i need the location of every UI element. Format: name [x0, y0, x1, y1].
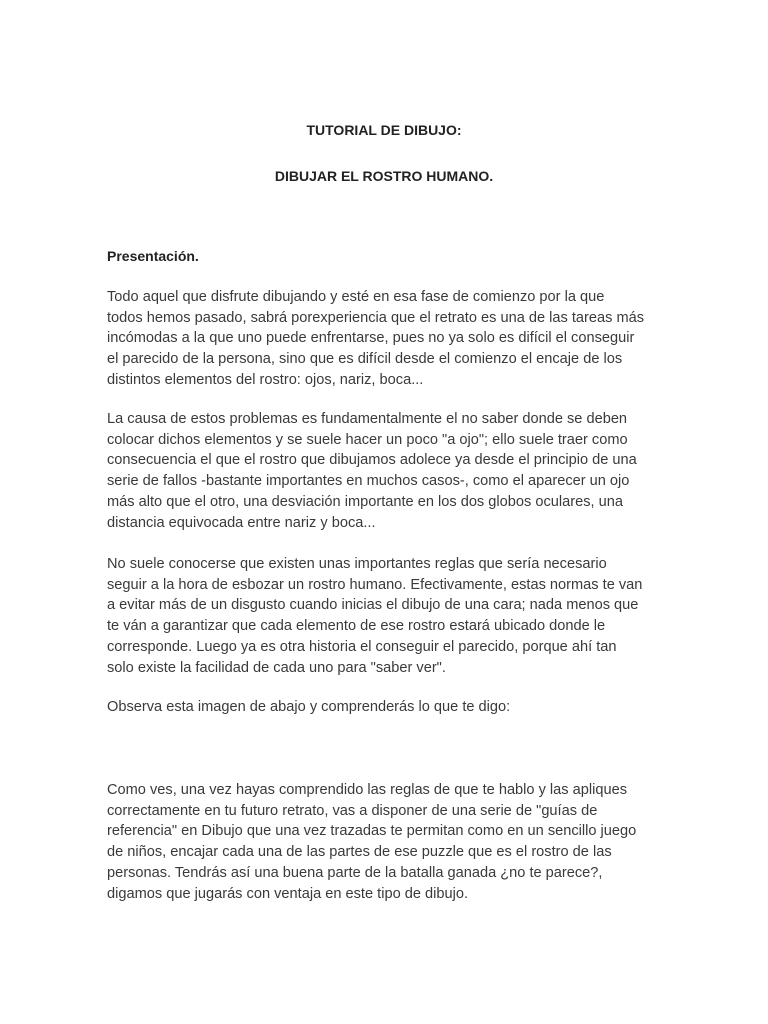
- paragraph-line: personas. Tendrás así una buena parte de la batalla ganada ¿no te parece?,: [107, 864, 603, 881]
- paragraph-line: referencia" en Dibujo que una vez trazadas te permitan como en un sencillo juego: [107, 823, 637, 840]
- paragraph-line: No suele conocerse que existen unas importantes reglas que sería necesario: [107, 556, 607, 572]
- paragraph-line: Como ves, una vez hayas comprendido las reglas de que te hablo y las apliques: [107, 782, 628, 798]
- paragraph-line: el parecido de la persona, sino que es difícil desde el comienzo el encaje de los: [107, 351, 623, 368]
- document-title: TUTORIAL DE DIBUJO:: [306, 122, 462, 138]
- paragraph-line: seguir a la hora de esbozar un rostro humano. Efectivamente, estas normas te van: [107, 576, 643, 593]
- paragraph-4: [107, 697, 667, 718]
- paragraph-1: [107, 287, 667, 391]
- paragraph-2: [107, 409, 667, 533]
- paragraph-5: [107, 780, 667, 904]
- paragraph-line: Todo aquel que disfrute dibujando y esté en esa fase de comienzo por la que: [107, 289, 605, 305]
- paragraph-line: más alto que el otro, una desviación importante en los dos globos oculares, una: [107, 493, 623, 510]
- paragraph-line: serie de fallos -bastante importantes en muchos casos-, como el aparecer un ojo: [107, 473, 630, 490]
- paragraph-line: corresponde. Luego ya es otra historia el conseguir el parecido, porque ahí tan: [107, 638, 617, 655]
- paragraph-line: todos hemos pasado, sabrá porexperiencia que el retrato es una de las tareas más: [107, 309, 645, 326]
- paragraph-line: distancia equivocada entre nariz y boca...: [107, 514, 376, 531]
- paragraph-line: incómodas a la que uno puede enfrentarse, pues no ya solo es difícil el conseguir: [107, 330, 635, 347]
- paragraph-line: a evitar más de un disgusto cuando inicias el dibujo de una cara; nada menos que: [107, 597, 639, 614]
- paragraph-line: te ván a garantizar que cada elemento de ese rostro estará ubicado donde le: [107, 618, 606, 635]
- paragraph-line: colocar dichos elementos y se suele hacer un poco "a ojo"; ello suele traer como: [107, 431, 628, 448]
- paragraph-line: Observa esta imagen de abajo y comprenderás lo que te digo:: [107, 699, 511, 715]
- paragraph-line: La causa de estos problemas es fundamentalmente el no saber donde se deben: [107, 411, 628, 427]
- document-subtitle: DIBUJAR EL ROSTRO HUMANO.: [274, 168, 494, 184]
- paragraph-3: [107, 554, 667, 678]
- paragraph-line: consecuencia el que el rostro que dibujamos adolece ya desde el principio de una: [107, 452, 637, 469]
- paragraph-line: distintos elementos del rostro: ojos, nariz, boca...: [107, 371, 424, 388]
- paragraph-line: solo existe la facilidad de cada uno para "saber ver".: [107, 659, 446, 676]
- section-heading: Presentación.: [107, 248, 199, 264]
- paragraph-line: de niños, encajar cada una de las partes de ese puzzle que es el rostro de las: [107, 844, 612, 861]
- paragraph-line: digamos que jugarás con ventaja en este tipo de dibujo.: [107, 885, 469, 902]
- paragraph-line: correctamente en tu futuro retrato, vas a disponer de una serie de "guías de: [107, 802, 598, 819]
